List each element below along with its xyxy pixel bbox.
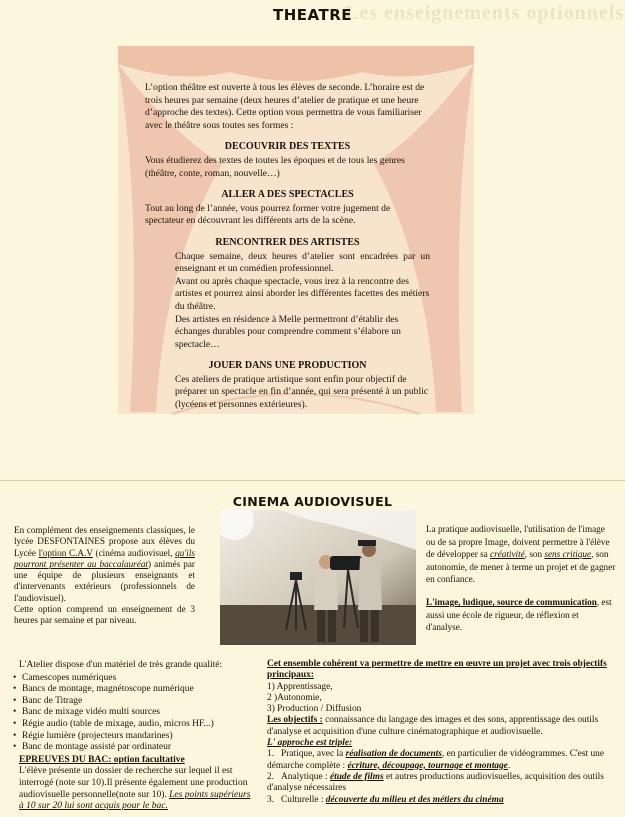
section-body-production: Ces ateliers de pratique artistique sont enfin pour objectif de préparer un spectacle en fin d’année, qui sera présenté à un public (lycéens et personnes extérieures). xyxy=(175,373,429,411)
bac-body xyxy=(14,766,256,812)
approche-pratique xyxy=(267,749,621,772)
approche-emphasis: réalisation de documents xyxy=(345,749,442,760)
objectif-1: 1) Apprentissage, xyxy=(267,681,333,692)
section-heading-production: JOUER DANS UNE PRODUCTION xyxy=(208,360,367,372)
approche-number: 1. xyxy=(267,749,275,760)
section-body-spectacles: Tout au long de l’année, vous pourrez former votre jugement de spectateur en découvrant les différents arts de la scène. xyxy=(145,202,391,227)
cinema-desc-text-3: , son autonomie, de mener à terme un projet et de gagner en confiance. xyxy=(426,549,616,585)
list-item: • Régie lumière (projecteurs mandarines) xyxy=(14,731,256,743)
approche-emphasis: découverte du milieu et des métiers du cinéma xyxy=(325,794,504,805)
section-body-artistes-2: Avant ou après chaque spectacle, vous irez à la rencontre des artistes et pourrez ainsi aborder les différentes facettes des métiers du théâtre. xyxy=(175,275,430,312)
theatre-intro: L’option théâtre est ouverte à tous les élèves de seconde. L’horaire est de trois heures par semaine (deux heures d’atelier de pratique et une heure d’approche des textes). Cette option vous permettra de vous familiariser avec le théâtre sous toutes ses formes : xyxy=(145,82,425,131)
bac-heading: EPREUVES DU BAC: option facultative xyxy=(19,754,185,765)
cinema-desc-text-4: , est aussi une école de rigueur, de réflexion et d'analyse. xyxy=(426,596,612,633)
cinema-desc-text-2: , son xyxy=(524,549,545,560)
theatre-title: THEATRE xyxy=(272,6,352,24)
cinema-filming-photo xyxy=(220,510,416,645)
objectifs-paragraph xyxy=(267,715,621,738)
approche-text: Pratique, avec la xyxy=(281,749,346,760)
cinema-intro-text-2: (cinéma audiovisuel, xyxy=(92,547,176,558)
cinema-intro xyxy=(14,525,195,627)
image-ludique-text: L'image, ludique, source de communication xyxy=(426,596,597,607)
sens-critique-text: sens critique xyxy=(544,549,592,560)
cinema-desc-text: La pratique audiovisuelle, l'utilisation de l'image ou de sa propre Image, doivent permettre à l'élève de développer sa xyxy=(426,524,610,560)
section-body-textes: Vous étudierez des textes de toutes les époques et de tous les genres (théâtre, conte, roman, nouvelle…) xyxy=(145,154,405,179)
cinema-description xyxy=(426,523,616,634)
approche-text: et autres productions audiovisuelles, acquisition des outils d'analyse nécessaires xyxy=(267,771,604,794)
bac-points-text: Les points supérieurs à 10 sur 20 lui sont acquis pour le bac. xyxy=(19,789,251,812)
cinema-image-paragraph xyxy=(426,596,616,634)
objectifs-heading: Cet ensemble cohérent va permettre de mettre en œuvre un projet avec trois objectifs principaux: xyxy=(267,659,607,681)
section-body-artistes-3: Des artistes en résidence à Melle permettront d’établir des échanges durables pour comprendre comment s’élabore un spectacle… xyxy=(175,313,401,350)
objectifs-label: Les objectifs : xyxy=(267,715,323,726)
approche-culturelle xyxy=(267,795,621,806)
section-heading-artistes: RENCONTRER DES ARTISTES xyxy=(215,236,360,248)
section-heading-spectacles: ALLER A DES SPECTACLES xyxy=(221,189,354,201)
atelier-equipment xyxy=(14,660,256,813)
list-item: • Banc de montage assisté par ordinateur xyxy=(14,742,256,754)
atelier-intro: L'Atelier dispose d'un matériel de très grande qualité: xyxy=(19,660,223,670)
objectif-2: 2 )Autonomie, xyxy=(267,692,322,703)
section-heading-textes: DECOUVRIR DES TEXTES xyxy=(224,141,351,153)
approche-emphasis: étude de films xyxy=(329,771,384,782)
cinema-intro-italic: qu'ils pourront présenter au baccalauréat xyxy=(14,547,195,569)
list-item: • Camescopes numériques xyxy=(14,673,256,685)
list-item: • Bancs de montage, magnétoscope numérique xyxy=(14,684,256,696)
approche-text: Culturelle : xyxy=(281,794,326,805)
list-item: • Banc de mixage vidéo multi sources xyxy=(14,707,256,719)
approche-text: . xyxy=(507,760,511,771)
equipment-list xyxy=(14,673,256,754)
cinema-intro-text: En complément des enseignements classiques, le lycée DESFONTAINES propose aux élèves du Lycée xyxy=(14,525,195,558)
objectifs-section xyxy=(267,659,621,806)
objectif-3: 3) Production / Diffusion xyxy=(267,704,362,715)
objectifs-text: connaissance du langage des images et des sons, apprentissage des outils d'analyse et acquisition d'une culture cinématographique et audiovisuelle. xyxy=(267,715,599,737)
theatre-body xyxy=(145,82,430,412)
option-cav-link[interactable]: l'option C.A.V xyxy=(38,547,93,558)
approche-heading: L' approche est triple: xyxy=(267,738,353,749)
creativite-text: créativité xyxy=(490,549,525,560)
cinema-intro-text-3: ) animés par une équipe de plusieurs enseignants et d'intervenants extérieurs (professionnels de l'audiovisuel). xyxy=(14,558,195,603)
approche-number: 3. xyxy=(267,794,275,805)
approche-text: Analytique : xyxy=(281,771,330,782)
cinema-hours-text: Cette option comprend un enseignement de 3 heures par semaine et par niveau. xyxy=(14,604,195,626)
approche-emphasis: écriture, découpage, tournage et montage xyxy=(347,760,508,771)
approche-analytique xyxy=(267,772,621,795)
cinema-title: CINEMA AUDIOVISUEL xyxy=(232,494,393,509)
approche-text: , en particulier de vidéogrammes. C'est une démarche complète : xyxy=(267,749,604,771)
bac-text: L'élève présente un dossier de recherche sur lequel il est interrogé (note sur 10).Il présente également une production audiovisuelle personnelle(note sur 10). xyxy=(19,766,248,800)
faded-background-heading: Les enseignements optionnels xyxy=(345,2,625,24)
section-divider xyxy=(0,480,625,481)
section-body-artistes-1: Chaque semaine, deux heures d’atelier sont encadrées par un enseignant et un comédien professionnel. xyxy=(175,250,430,275)
list-item: • Régie audio (table de mixage, audio, micros HF...) xyxy=(14,719,256,731)
approche-number: 2. xyxy=(267,771,275,782)
list-item: • Banc de Titrage xyxy=(14,696,256,708)
